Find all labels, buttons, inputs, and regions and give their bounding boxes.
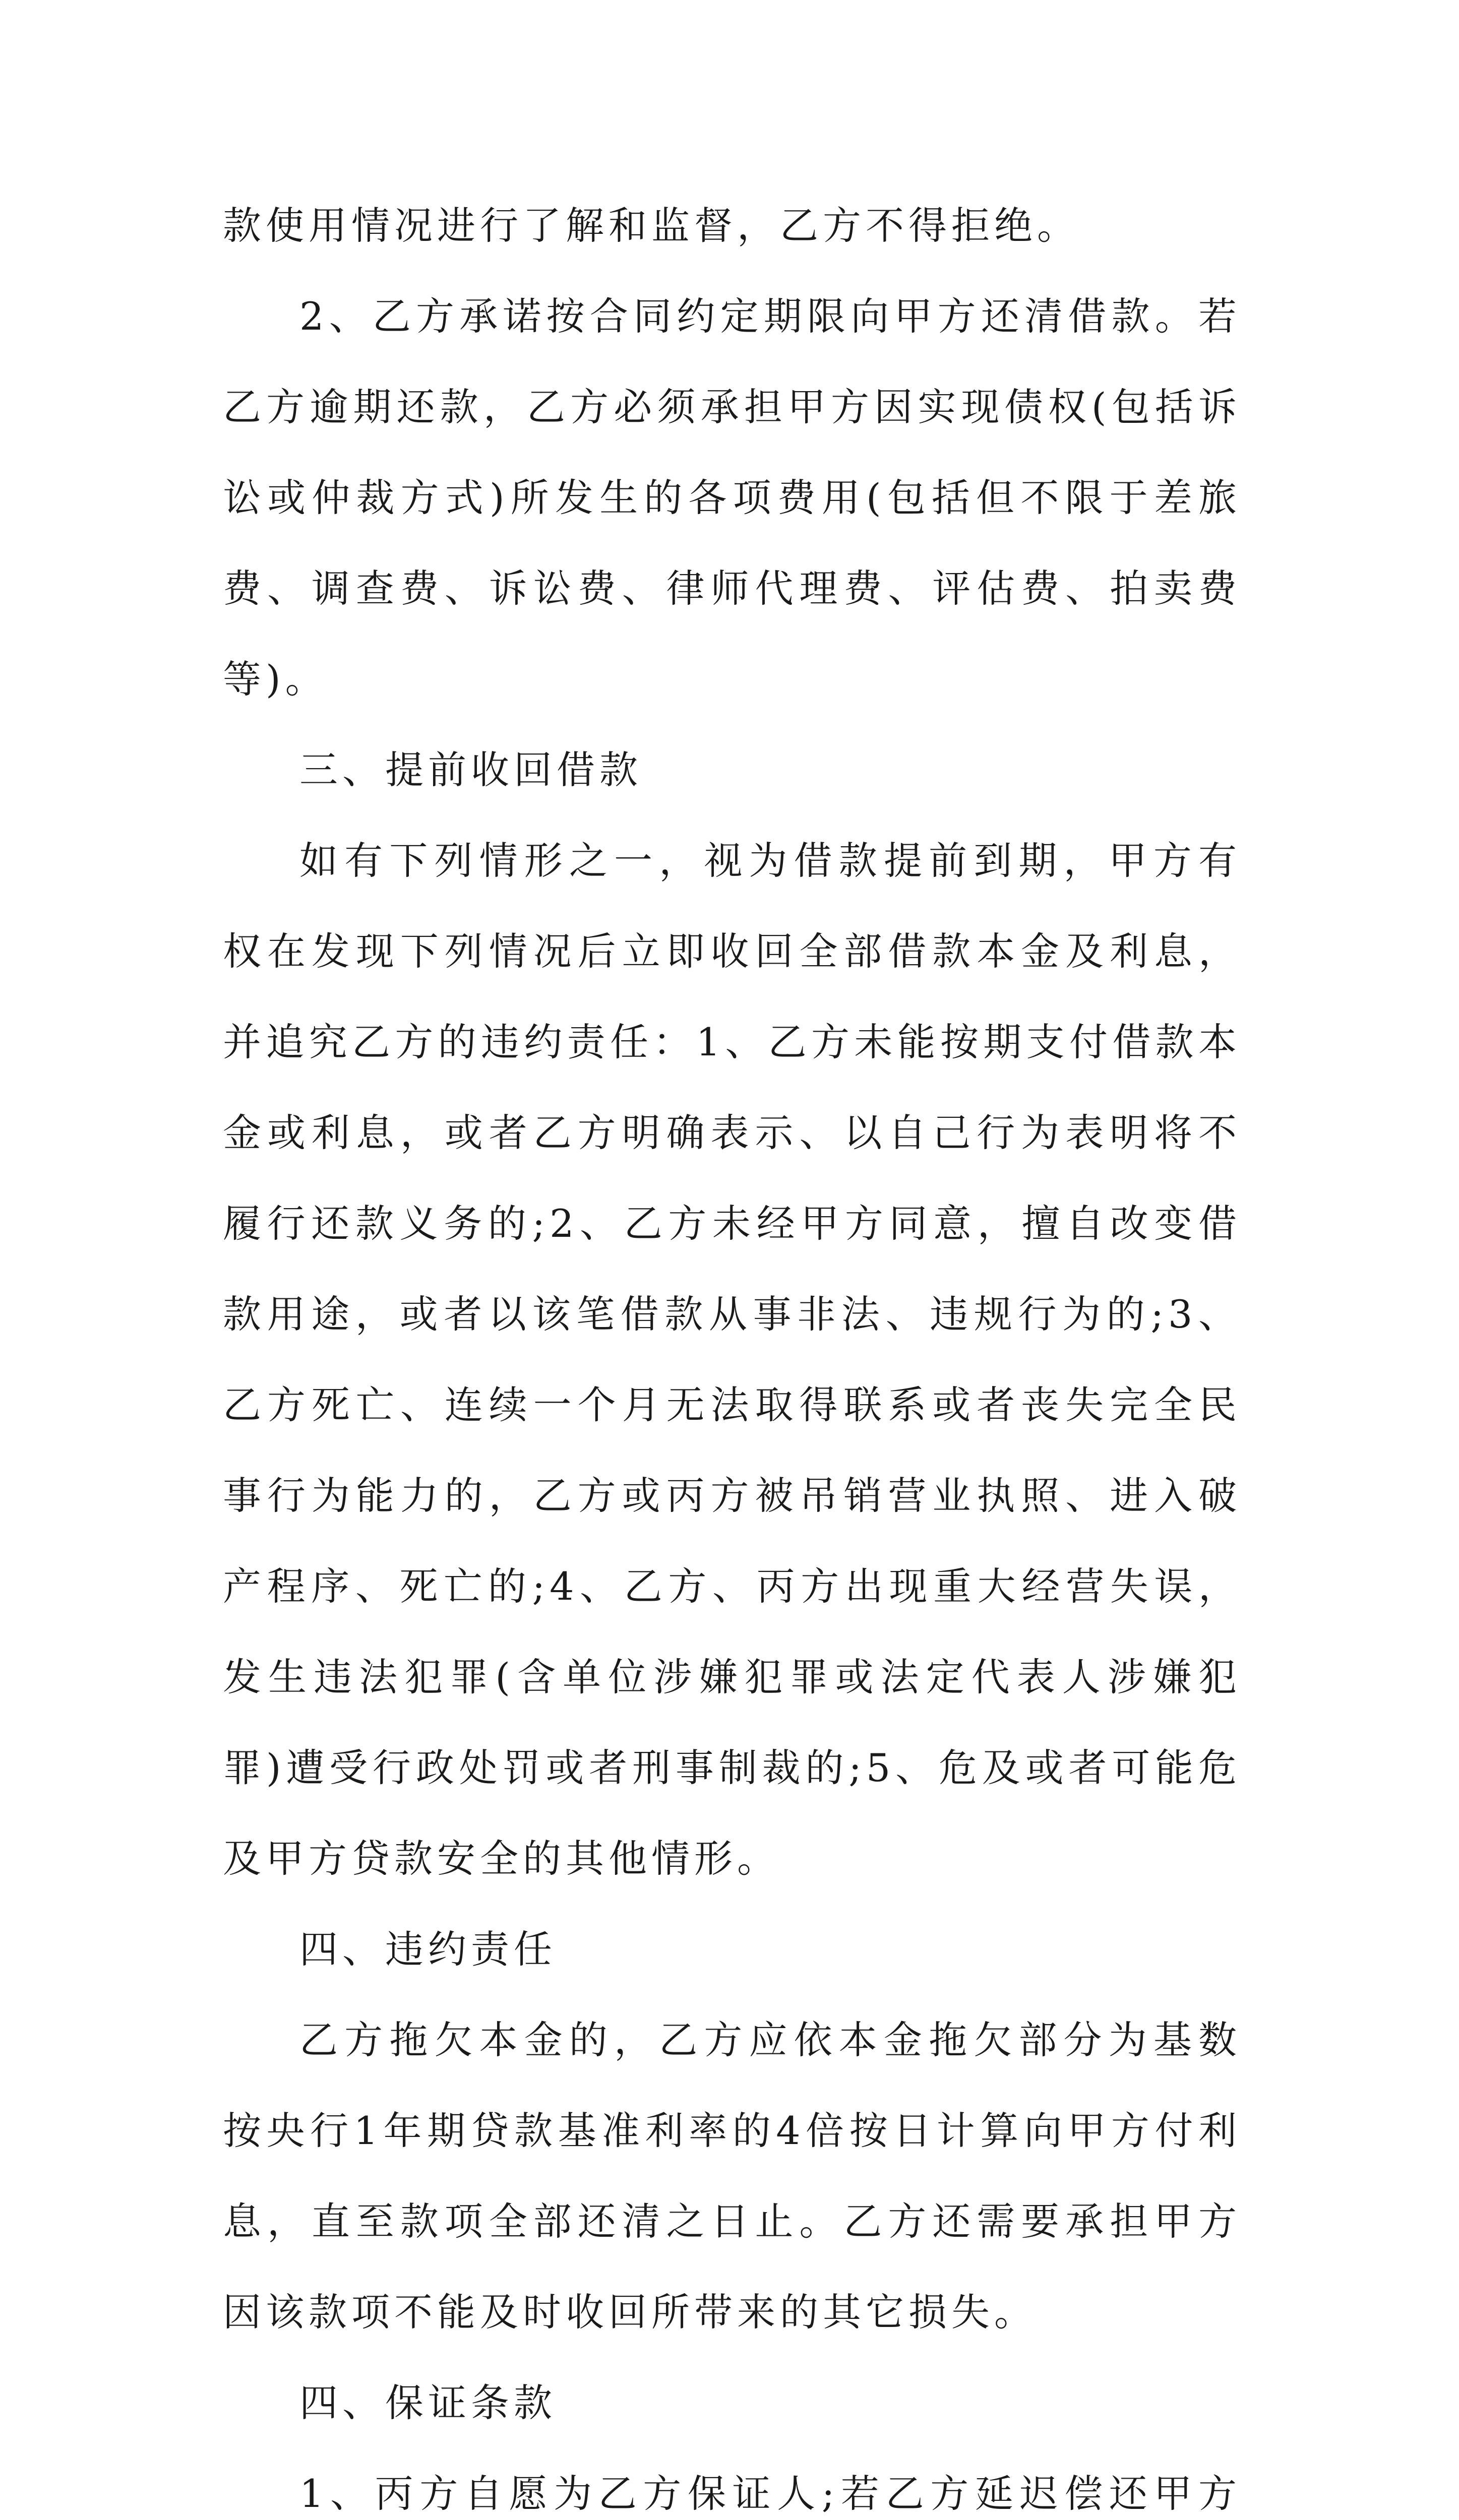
paragraph-continuation: 款使用情况进行了解和监督，乙方不得拒绝。 xyxy=(223,203,1080,248)
paragraph-guarantee-clause-1: 1、丙方自愿为乙方保证人;若乙方延迟偿还甲方 xyxy=(299,2471,1241,2516)
paragraph-breach-liability: 乙方拖欠本金的，乙方应依本金拖欠部分为基数按央行1年期贷款基准利率的4倍按日计算向甲方付利息，直至款项全部还清之日止。乙方还需要承担甲方因该款项不能及时收回所带来的其它损失。 xyxy=(223,2018,1241,2335)
paragraph-clause-2-repayment: 2、乙方承诺按合同约定期限向甲方还清借款。若乙方逾期还款，乙方必须承担甲方因实现债权(包括诉讼或仲裁方式)所发生的各项费用(包括但不限于差旅费、调查费、诉讼费、律师代理费、评估费、拍卖费等)。 xyxy=(223,294,1241,702)
paragraph-early-recall-conditions: 如有下列情形之一，视为借款提前到期，甲方有权在发现下列情况后立即收回全部借款本金及利息，并追究乙方的违约责任：1、乙方未能按期支付借款本金或利息，或者乙方明确表示、以自己行为表明将不履行还款义务的;2、乙方未经甲方同意，擅自改变借款用途，或者以该笔借款从事非法、违规行为的;3、乙方死亡、连续一个月无法取得联系或者丧失完全民事行为能力的，乙方或丙方被吊销营业执照、进入破产程序、死亡的;4、乙方、丙方出现重大经营失误，发生违法犯罪(含单位涉嫌犯罪或法定代表人涉嫌犯罪)遭受行政处罚或者刑事制裁的;5、危及或者可能危及甲方贷款安全的其他情形。 xyxy=(223,838,1241,1881)
section-heading-early-recall: 三、提前收回借款 xyxy=(299,747,642,792)
section-heading-breach-liability: 四、违约责任 xyxy=(299,1927,557,1972)
document-body xyxy=(223,180,1241,2520)
section-heading-guarantee: 四、保证条款 xyxy=(299,2380,557,2425)
